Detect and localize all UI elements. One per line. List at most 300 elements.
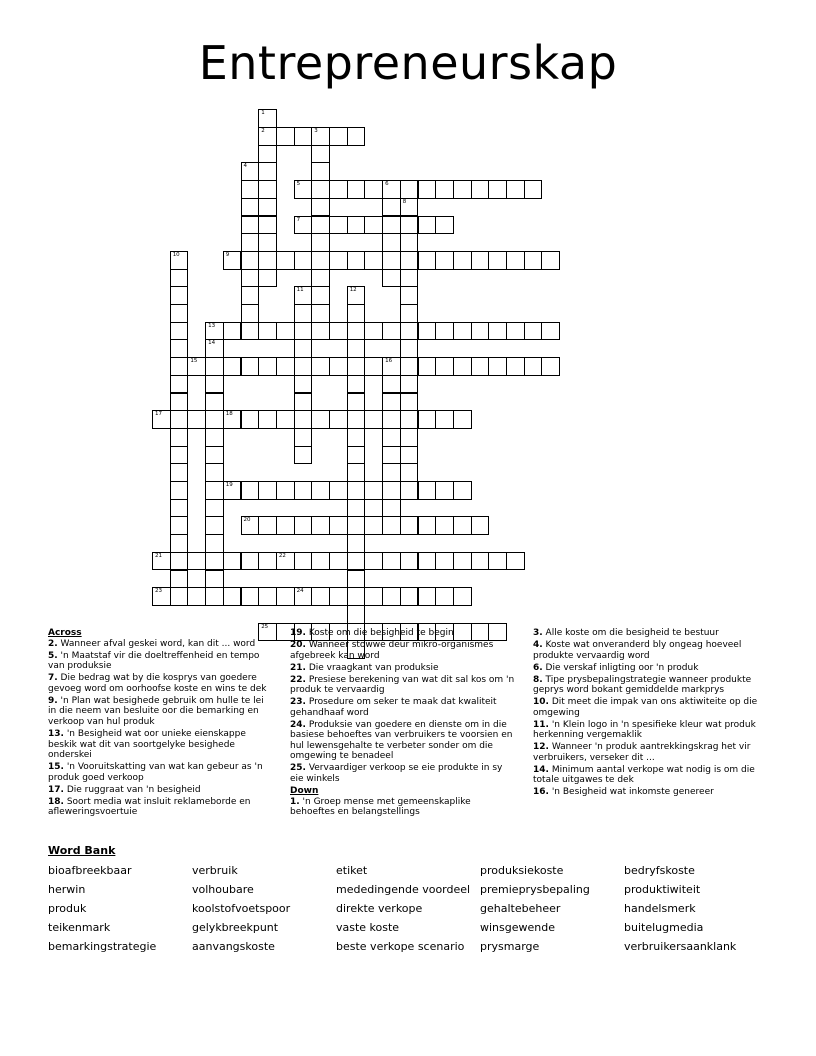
grid-cell[interactable] — [400, 463, 419, 482]
grid-cell[interactable] — [329, 180, 348, 199]
grid-cell[interactable] — [294, 446, 313, 465]
grid-cell[interactable] — [294, 481, 313, 500]
clue-number: 16. — [533, 787, 549, 798]
grid-cell[interactable] — [418, 552, 437, 571]
grid-cell[interactable] — [187, 552, 206, 571]
grid-cell[interactable] — [506, 552, 525, 571]
grid-cell[interactable] — [311, 162, 330, 181]
grid-cell[interactable] — [152, 587, 171, 606]
grid-cell[interactable] — [170, 446, 189, 465]
grid-cell[interactable] — [187, 357, 206, 376]
clue-item — [533, 787, 773, 798]
grid-cell[interactable] — [276, 516, 295, 535]
clue-text: Vervaardiger verkoop se eie produkte in sy eie winkels — [290, 763, 503, 785]
grid-cell[interactable] — [294, 375, 313, 394]
grid-cell[interactable] — [400, 286, 419, 305]
grid-cell[interactable] — [364, 481, 383, 500]
grid-cell[interactable] — [418, 322, 437, 341]
grid-cell[interactable] — [205, 534, 224, 553]
clue-item — [533, 742, 773, 763]
grid-cell[interactable] — [294, 216, 313, 235]
grid-cell[interactable] — [205, 428, 224, 447]
grid-cell[interactable] — [541, 322, 560, 341]
grid-cell[interactable] — [241, 481, 260, 500]
grid-cell[interactable] — [241, 198, 260, 217]
grid-cell[interactable] — [364, 251, 383, 270]
grid-cell[interactable] — [471, 180, 490, 199]
grid-cell[interactable] — [435, 481, 454, 500]
clue-number: 22. — [290, 674, 306, 685]
grid-cell[interactable] — [276, 587, 295, 606]
clue-text: Produksie van goedere en dienste om in die basiese behoeftes van verbruikers te voorsien en hul lewensgehalte te verbeter sonder om die omgewing te benadeel — [290, 719, 513, 762]
grid-cell[interactable] — [294, 286, 313, 305]
grid-cell[interactable] — [258, 109, 277, 128]
grid-cell[interactable] — [329, 481, 348, 500]
grid-cell[interactable] — [347, 605, 366, 624]
grid-cell[interactable] — [276, 552, 295, 571]
grid-cell[interactable] — [418, 587, 437, 606]
grid-cell[interactable] — [276, 127, 295, 146]
grid-cell[interactable] — [329, 216, 348, 235]
grid-cell[interactable] — [311, 180, 330, 199]
grid-cell[interactable] — [400, 216, 419, 235]
grid-cell[interactable] — [258, 322, 277, 341]
grid-cell[interactable] — [311, 322, 330, 341]
grid-cell[interactable] — [311, 357, 330, 376]
grid-cell[interactable] — [453, 516, 472, 535]
grid-cell[interactable] — [471, 552, 490, 571]
grid-cell[interactable] — [418, 216, 437, 235]
grid-cell[interactable] — [294, 410, 313, 429]
grid-cell[interactable] — [276, 410, 295, 429]
grid-cell[interactable] — [400, 587, 419, 606]
clue-number: 15. — [48, 762, 64, 773]
grid-cell[interactable] — [205, 410, 224, 429]
grid-cell[interactable] — [170, 570, 189, 589]
grid-cell[interactable] — [311, 216, 330, 235]
grid-cell[interactable] — [418, 481, 437, 500]
grid-cell[interactable] — [187, 410, 206, 429]
grid-cell[interactable] — [400, 393, 419, 412]
grid-cell[interactable] — [294, 516, 313, 535]
grid-cell[interactable] — [241, 233, 260, 252]
grid-cell[interactable] — [471, 251, 490, 270]
grid-cell[interactable] — [382, 428, 401, 447]
clue-text: 'n Groep mense met gemeenskaplike behoeftes en belangstellings — [290, 796, 471, 818]
grid-cell[interactable] — [170, 375, 189, 394]
grid-cell[interactable] — [258, 357, 277, 376]
grid-cell[interactable] — [205, 552, 224, 571]
clue-number: 12 — [349, 287, 357, 294]
grid-cell[interactable] — [205, 322, 224, 341]
clue-item — [533, 663, 773, 674]
grid-cell[interactable] — [382, 516, 401, 535]
grid-cell[interactable] — [205, 499, 224, 518]
grid-cell[interactable] — [223, 357, 242, 376]
grid-cell[interactable] — [276, 357, 295, 376]
grid-cell[interactable] — [205, 570, 224, 589]
grid-cell[interactable] — [382, 180, 401, 199]
grid-cell[interactable] — [294, 180, 313, 199]
grid-cell[interactable] — [347, 393, 366, 412]
grid-cell[interactable] — [382, 410, 401, 429]
grid-cell[interactable] — [311, 269, 330, 288]
grid-cell[interactable] — [294, 322, 313, 341]
grid-cell[interactable] — [347, 587, 366, 606]
grid-cell[interactable] — [258, 251, 277, 270]
grid-cell[interactable] — [400, 304, 419, 323]
grid-cell[interactable] — [152, 410, 171, 429]
grid-cell[interactable] — [187, 587, 206, 606]
grid-cell[interactable] — [506, 322, 525, 341]
clue-item — [48, 797, 274, 818]
grid-cell[interactable] — [241, 552, 260, 571]
grid-cell[interactable] — [170, 322, 189, 341]
grid-cell[interactable] — [241, 216, 260, 235]
grid-cell[interactable] — [488, 322, 507, 341]
grid-cell[interactable] — [258, 481, 277, 500]
grid-cell[interactable] — [311, 516, 330, 535]
grid-cell[interactable] — [400, 233, 419, 252]
grid-cell[interactable] — [347, 339, 366, 358]
grid-cell[interactable] — [418, 516, 437, 535]
grid-cell[interactable] — [382, 463, 401, 482]
grid-cell[interactable] — [170, 552, 189, 571]
grid-cell[interactable] — [453, 410, 472, 429]
grid-cell[interactable] — [223, 587, 242, 606]
grid-cell[interactable] — [223, 481, 242, 500]
grid-cell[interactable] — [400, 251, 419, 270]
grid-cell[interactable] — [400, 552, 419, 571]
grid-cell[interactable] — [506, 251, 525, 270]
grid-cell[interactable] — [471, 357, 490, 376]
grid-cell[interactable] — [488, 552, 507, 571]
clue-text: Die verskaf inligting oor 'n produk — [542, 662, 699, 673]
grid-cell[interactable] — [241, 180, 260, 199]
grid-cell[interactable] — [170, 286, 189, 305]
grid-cell[interactable] — [400, 481, 419, 500]
grid-cell[interactable] — [488, 251, 507, 270]
grid-cell[interactable] — [418, 357, 437, 376]
clue-number: 22 — [278, 552, 286, 559]
grid-cell[interactable] — [152, 552, 171, 571]
grid-cell[interactable] — [400, 322, 419, 341]
grid-cell[interactable] — [400, 198, 419, 217]
grid-cell[interactable] — [329, 357, 348, 376]
grid-cell[interactable] — [311, 198, 330, 217]
grid-cell[interactable] — [294, 127, 313, 146]
clue-text: Die vraagkant van produksie — [305, 662, 439, 673]
grid-cell[interactable] — [258, 552, 277, 571]
grid-cell[interactable] — [506, 180, 525, 199]
grid-cell[interactable] — [258, 410, 277, 429]
grid-cell[interactable] — [347, 552, 366, 571]
grid-cell[interactable] — [205, 446, 224, 465]
clue-item — [290, 640, 518, 661]
clue-text: Koste wat onveranderd bly ongeag hoeveel produkte vervaardig word — [533, 639, 742, 661]
grid-cell[interactable] — [294, 587, 313, 606]
grid-cell[interactable] — [400, 428, 419, 447]
grid-cell[interactable] — [329, 410, 348, 429]
clue-text: Presiese berekening van wat dit sal kos om 'n produk te vervaardig — [290, 674, 515, 696]
grid-cell[interactable] — [364, 180, 383, 199]
grid-cell[interactable] — [400, 180, 419, 199]
clue-number: 14. — [533, 764, 549, 775]
grid-cell[interactable] — [311, 481, 330, 500]
grid-cell[interactable] — [364, 322, 383, 341]
grid-cell[interactable] — [364, 587, 383, 606]
grid-cell[interactable] — [471, 322, 490, 341]
grid-cell[interactable] — [258, 145, 277, 164]
grid-cell[interactable] — [364, 216, 383, 235]
grid-cell[interactable] — [347, 216, 366, 235]
grid-cell[interactable] — [258, 587, 277, 606]
clue-text: Tipe prysbepalingstrategie wanneer produkte geprys word bokant gemiddelde markprys — [533, 674, 752, 696]
grid-cell[interactable] — [241, 251, 260, 270]
grid-cell[interactable] — [170, 393, 189, 412]
grid-cell[interactable] — [382, 375, 401, 394]
grid-cell[interactable] — [418, 180, 437, 199]
word-bank-item: herwin — [48, 883, 86, 896]
grid-cell[interactable] — [205, 393, 224, 412]
grid-cell[interactable] — [347, 463, 366, 482]
grid-cell[interactable] — [435, 552, 454, 571]
clue-number: 15 — [190, 358, 198, 365]
grid-cell[interactable] — [347, 410, 366, 429]
grid-cell[interactable] — [453, 322, 472, 341]
grid-cell[interactable] — [347, 481, 366, 500]
grid-cell[interactable] — [453, 180, 472, 199]
clue-item — [48, 673, 274, 694]
grid-cell[interactable] — [241, 269, 260, 288]
grid-cell[interactable] — [382, 481, 401, 500]
grid-cell[interactable] — [170, 587, 189, 606]
grid-cell[interactable] — [329, 587, 348, 606]
grid-cell[interactable] — [418, 251, 437, 270]
grid-cell[interactable] — [258, 269, 277, 288]
grid-cell[interactable] — [258, 216, 277, 235]
grid-cell[interactable] — [170, 304, 189, 323]
grid-cell[interactable] — [241, 516, 260, 535]
grid-cell[interactable] — [453, 357, 472, 376]
grid-cell[interactable] — [347, 357, 366, 376]
grid-cell[interactable] — [347, 180, 366, 199]
grid-cell[interactable] — [364, 357, 383, 376]
grid-cell[interactable] — [311, 552, 330, 571]
grid-cell[interactable] — [347, 499, 366, 518]
grid-cell[interactable] — [400, 375, 419, 394]
grid-cell[interactable] — [294, 393, 313, 412]
grid-cell[interactable] — [258, 233, 277, 252]
grid-cell[interactable] — [170, 516, 189, 535]
word-bank-item: teikenmark — [48, 921, 111, 934]
grid-cell[interactable] — [241, 304, 260, 323]
grid-cell[interactable] — [471, 516, 490, 535]
grid-cell[interactable] — [170, 251, 189, 270]
grid-cell[interactable] — [170, 534, 189, 553]
grid-cell[interactable] — [382, 251, 401, 270]
grid-cell[interactable] — [170, 481, 189, 500]
grid-cell[interactable] — [258, 180, 277, 199]
grid-cell[interactable] — [329, 516, 348, 535]
grid-cell[interactable] — [258, 198, 277, 217]
grid-cell[interactable] — [382, 357, 401, 376]
grid-cell[interactable] — [311, 145, 330, 164]
grid-cell[interactable] — [347, 375, 366, 394]
grid-cell[interactable] — [453, 481, 472, 500]
clue-text: Minimum aantal verkope wat nodig is om die totale uitgawes te dek — [533, 764, 755, 786]
grid-cell[interactable] — [347, 251, 366, 270]
grid-cell[interactable] — [170, 269, 189, 288]
grid-cell[interactable] — [311, 286, 330, 305]
grid-cell[interactable] — [170, 428, 189, 447]
grid-cell[interactable] — [170, 463, 189, 482]
clue-number: 21 — [155, 552, 162, 559]
grid-cell[interactable] — [258, 162, 277, 181]
grid-cell[interactable] — [205, 357, 224, 376]
grid-cell[interactable] — [223, 251, 242, 270]
grid-cell[interactable] — [382, 216, 401, 235]
grid-cell[interactable] — [347, 428, 366, 447]
grid-cell[interactable] — [223, 410, 242, 429]
grid-cell[interactable] — [435, 180, 454, 199]
grid-cell[interactable] — [347, 286, 366, 305]
grid-cell[interactable] — [347, 304, 366, 323]
grid-cell[interactable] — [311, 233, 330, 252]
grid-cell[interactable] — [347, 534, 366, 553]
grid-cell[interactable] — [541, 357, 560, 376]
grid-cell[interactable] — [347, 570, 366, 589]
grid-cell[interactable] — [294, 428, 313, 447]
grid-cell[interactable] — [329, 322, 348, 341]
grid-cell[interactable] — [205, 481, 224, 500]
grid-cell[interactable] — [347, 322, 366, 341]
grid-cell[interactable] — [435, 216, 454, 235]
grid-cell[interactable] — [241, 322, 260, 341]
clue-number: 20 — [243, 517, 251, 524]
clue-number: 25. — [290, 763, 306, 774]
grid-cell[interactable] — [311, 127, 330, 146]
grid-cell[interactable] — [506, 357, 525, 376]
grid-cell[interactable] — [382, 552, 401, 571]
grid-cell[interactable] — [364, 410, 383, 429]
grid-cell[interactable] — [524, 251, 543, 270]
clue-number: 25 — [261, 623, 269, 630]
grid-cell[interactable] — [488, 357, 507, 376]
clue-item — [48, 762, 274, 783]
grid-cell[interactable] — [453, 552, 472, 571]
grid-cell[interactable] — [276, 251, 295, 270]
grid-cell[interactable] — [311, 251, 330, 270]
grid-cell[interactable] — [276, 322, 295, 341]
grid-cell[interactable] — [223, 322, 242, 341]
grid-cell[interactable] — [382, 587, 401, 606]
grid-cell[interactable] — [347, 516, 366, 535]
grid-cell[interactable] — [382, 393, 401, 412]
grid-cell[interactable] — [205, 587, 224, 606]
grid-cell[interactable] — [524, 357, 543, 376]
grid-cell[interactable] — [400, 339, 419, 358]
grid-cell[interactable] — [400, 516, 419, 535]
grid-cell[interactable] — [329, 251, 348, 270]
grid-cell[interactable] — [400, 357, 419, 376]
grid-cell[interactable] — [258, 516, 277, 535]
grid-cell[interactable] — [453, 251, 472, 270]
grid-cell[interactable] — [276, 481, 295, 500]
grid-cell[interactable] — [329, 127, 348, 146]
grid-cell[interactable] — [170, 357, 189, 376]
grid-cell[interactable] — [241, 286, 260, 305]
grid-cell[interactable] — [205, 463, 224, 482]
grid-cell[interactable] — [311, 587, 330, 606]
grid-cell[interactable] — [294, 304, 313, 323]
grid-cell[interactable] — [170, 410, 189, 429]
grid-cell[interactable] — [435, 516, 454, 535]
grid-cell[interactable] — [435, 587, 454, 606]
grid-cell[interactable] — [382, 446, 401, 465]
grid-cell[interactable] — [294, 552, 313, 571]
grid-cell[interactable] — [418, 410, 437, 429]
grid-cell[interactable] — [294, 251, 313, 270]
grid-cell[interactable] — [435, 251, 454, 270]
grid-cell[interactable] — [329, 552, 348, 571]
grid-cell[interactable] — [258, 127, 277, 146]
grid-cell[interactable] — [400, 269, 419, 288]
grid-cell[interactable] — [241, 162, 260, 181]
clue-number: 13. — [48, 728, 64, 739]
clues-heading: Down — [290, 786, 319, 797]
word-bank-item: verbruikersaanklank — [624, 940, 737, 953]
grid-cell[interactable] — [241, 410, 260, 429]
grid-cell[interactable] — [382, 269, 401, 288]
grid-cell[interactable] — [347, 446, 366, 465]
grid-cell[interactable] — [453, 587, 472, 606]
grid-cell[interactable] — [541, 251, 560, 270]
grid-cell[interactable] — [435, 410, 454, 429]
grid-cell[interactable] — [347, 127, 366, 146]
grid-cell[interactable] — [382, 198, 401, 217]
grid-cell[interactable] — [241, 587, 260, 606]
grid-cell[interactable] — [382, 233, 401, 252]
grid-cell[interactable] — [435, 357, 454, 376]
grid-cell[interactable] — [435, 322, 454, 341]
grid-cell[interactable] — [364, 552, 383, 571]
grid-cell[interactable] — [488, 180, 507, 199]
grid-cell[interactable] — [223, 552, 242, 571]
clue-number: 21. — [290, 662, 306, 673]
grid-cell[interactable] — [241, 357, 260, 376]
grid-cell[interactable] — [205, 516, 224, 535]
clue-item — [48, 785, 274, 796]
grid-cell[interactable] — [400, 410, 419, 429]
grid-cell[interactable] — [294, 339, 313, 358]
word-bank-item: premieprysbepaling — [480, 883, 590, 896]
grid-cell[interactable] — [524, 180, 543, 199]
grid-cell[interactable] — [311, 304, 330, 323]
grid-cell[interactable] — [311, 410, 330, 429]
grid-cell[interactable] — [205, 339, 224, 358]
grid-cell[interactable] — [382, 499, 401, 518]
grid-cell[interactable] — [382, 322, 401, 341]
clue-number: 6. — [533, 662, 543, 673]
grid-cell[interactable] — [364, 516, 383, 535]
grid-cell[interactable] — [205, 375, 224, 394]
grid-cell[interactable] — [294, 357, 313, 376]
grid-cell[interactable] — [400, 446, 419, 465]
grid-cell[interactable] — [170, 499, 189, 518]
grid-cell[interactable] — [170, 339, 189, 358]
grid-cell[interactable] — [524, 322, 543, 341]
